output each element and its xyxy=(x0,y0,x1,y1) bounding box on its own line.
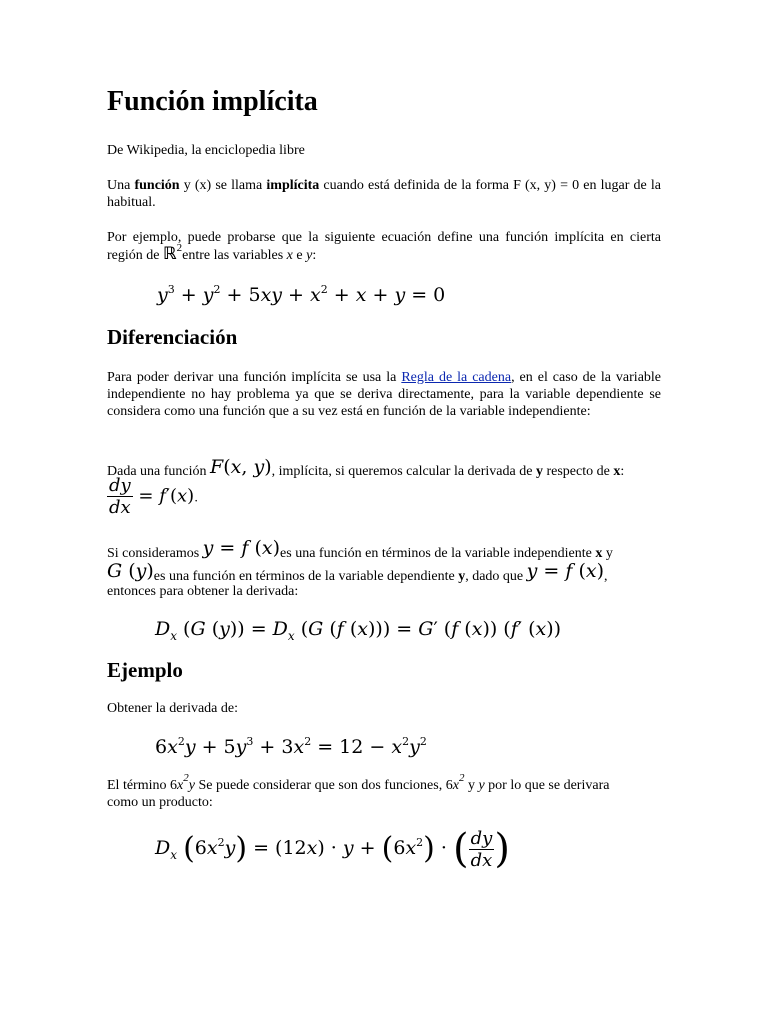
math-y-eq-fx: y = f (x) xyxy=(202,537,281,559)
diferenciacion-paragraph-3-line-3: entonces para obtener la derivada: xyxy=(107,584,299,599)
link-regla-de-la-cadena[interactable]: Regla de la cadena xyxy=(401,370,512,385)
reals-symbol: ℝ xyxy=(162,244,177,264)
text-run: es una función en términos de la variable dependiente xyxy=(153,569,459,584)
text-run: por lo que se derivara xyxy=(484,778,610,793)
equation-chain-rule: $D_x$ (G $(y)) = D_x$ (G (f (x))) = G′ (f (x)) (f′ (x)) xyxy=(155,618,562,643)
bold-term: función xyxy=(134,178,180,193)
reals-exponent: 2 xyxy=(176,242,183,254)
math-Gy: G (y) xyxy=(107,560,154,582)
text-run: cuando está definida de la forma F (x, y) = 0 en lugar de la habitual. xyxy=(107,178,661,210)
text-run: : xyxy=(312,248,317,263)
intro-paragraph-2 xyxy=(107,229,661,264)
text-run: Dada una función xyxy=(107,464,211,479)
bold-term: implícita xyxy=(266,178,320,193)
bold-var-x: x xyxy=(595,546,603,561)
equation-example: $6x^2y + 5y^3 + 3x^2 = 12 - x^2y^2$ xyxy=(155,735,427,758)
var-x: x xyxy=(286,248,293,263)
text-run: y xyxy=(602,546,613,561)
text-run: , en el caso de la variable independiente no hay problema ya que se deriva directamente, para la variable dependiente se considera como una función que a su vez está en función de la variable independiente: xyxy=(107,370,662,419)
text-run: Una xyxy=(107,178,135,193)
text-run: El término 6 xyxy=(107,778,177,793)
diferenciacion-paragraph-1 xyxy=(107,369,661,420)
text-run: e xyxy=(292,248,307,263)
bold-var-y: y xyxy=(535,464,543,479)
text-run: Se puede considerar que son dos funciones, 6 xyxy=(194,778,453,793)
section-heading-ejemplo: Ejemplo xyxy=(107,658,183,682)
term-x2: $x^2$ xyxy=(452,772,465,793)
var-y: y xyxy=(306,248,313,263)
ejemplo-paragraph-2-line-1 xyxy=(107,772,610,794)
text-run: Si consideramos xyxy=(107,546,203,561)
ejemplo-paragraph-1: Obtener la derivada de: xyxy=(107,701,238,716)
section-heading-diferenciacion: Diferenciación xyxy=(107,325,238,349)
term-y: y xyxy=(478,778,485,793)
equation-product-rule: $D_x$ $(6x^2y) = (12x) \cdot y + (6x^2)$ · ( $\frac{dy}{dx}$ ) xyxy=(155,826,510,872)
text-run: Por ejemplo, puede probarse que la siguiente ecuación define una función implícita en cierta región de xyxy=(107,230,661,263)
text-run: respecto de xyxy=(542,464,614,479)
text-run: : xyxy=(620,464,625,479)
text-run: es una función en términos de la variable independiente xyxy=(280,546,596,561)
bold-var-x: x xyxy=(613,464,621,479)
text-run: , dado que xyxy=(465,569,527,584)
equation-dy-dx: $\frac{dy}{dx}$ = f′(x). xyxy=(109,475,199,518)
equation-implicit: $y^3 + y^2 + 5xy + x^2 + x + y = 0$ xyxy=(157,283,446,306)
text-run: y (x) se llama xyxy=(179,178,267,193)
page-title: Función implícita xyxy=(107,86,318,117)
intro-paragraph-1 xyxy=(107,177,661,211)
text-run: Para poder derivar una función implícita se usa la xyxy=(107,370,402,385)
math-Fxy: F(x, y) xyxy=(210,456,272,478)
text-run: y xyxy=(464,778,479,793)
bold-var-y: y xyxy=(458,569,466,584)
ejemplo-paragraph-2-line-2: como un producto: xyxy=(107,795,213,810)
text-run: , xyxy=(604,569,608,584)
subtitle: De Wikipedia, la enciclopedia libre xyxy=(107,143,305,158)
text-run: , implícita, si queremos calcular la derivada de xyxy=(271,464,536,479)
text-run: entre las variables xyxy=(182,248,287,263)
math-y-eq-fx-2: y = f (x) xyxy=(526,560,604,582)
term-x2y: $x^2y$ xyxy=(177,772,195,793)
